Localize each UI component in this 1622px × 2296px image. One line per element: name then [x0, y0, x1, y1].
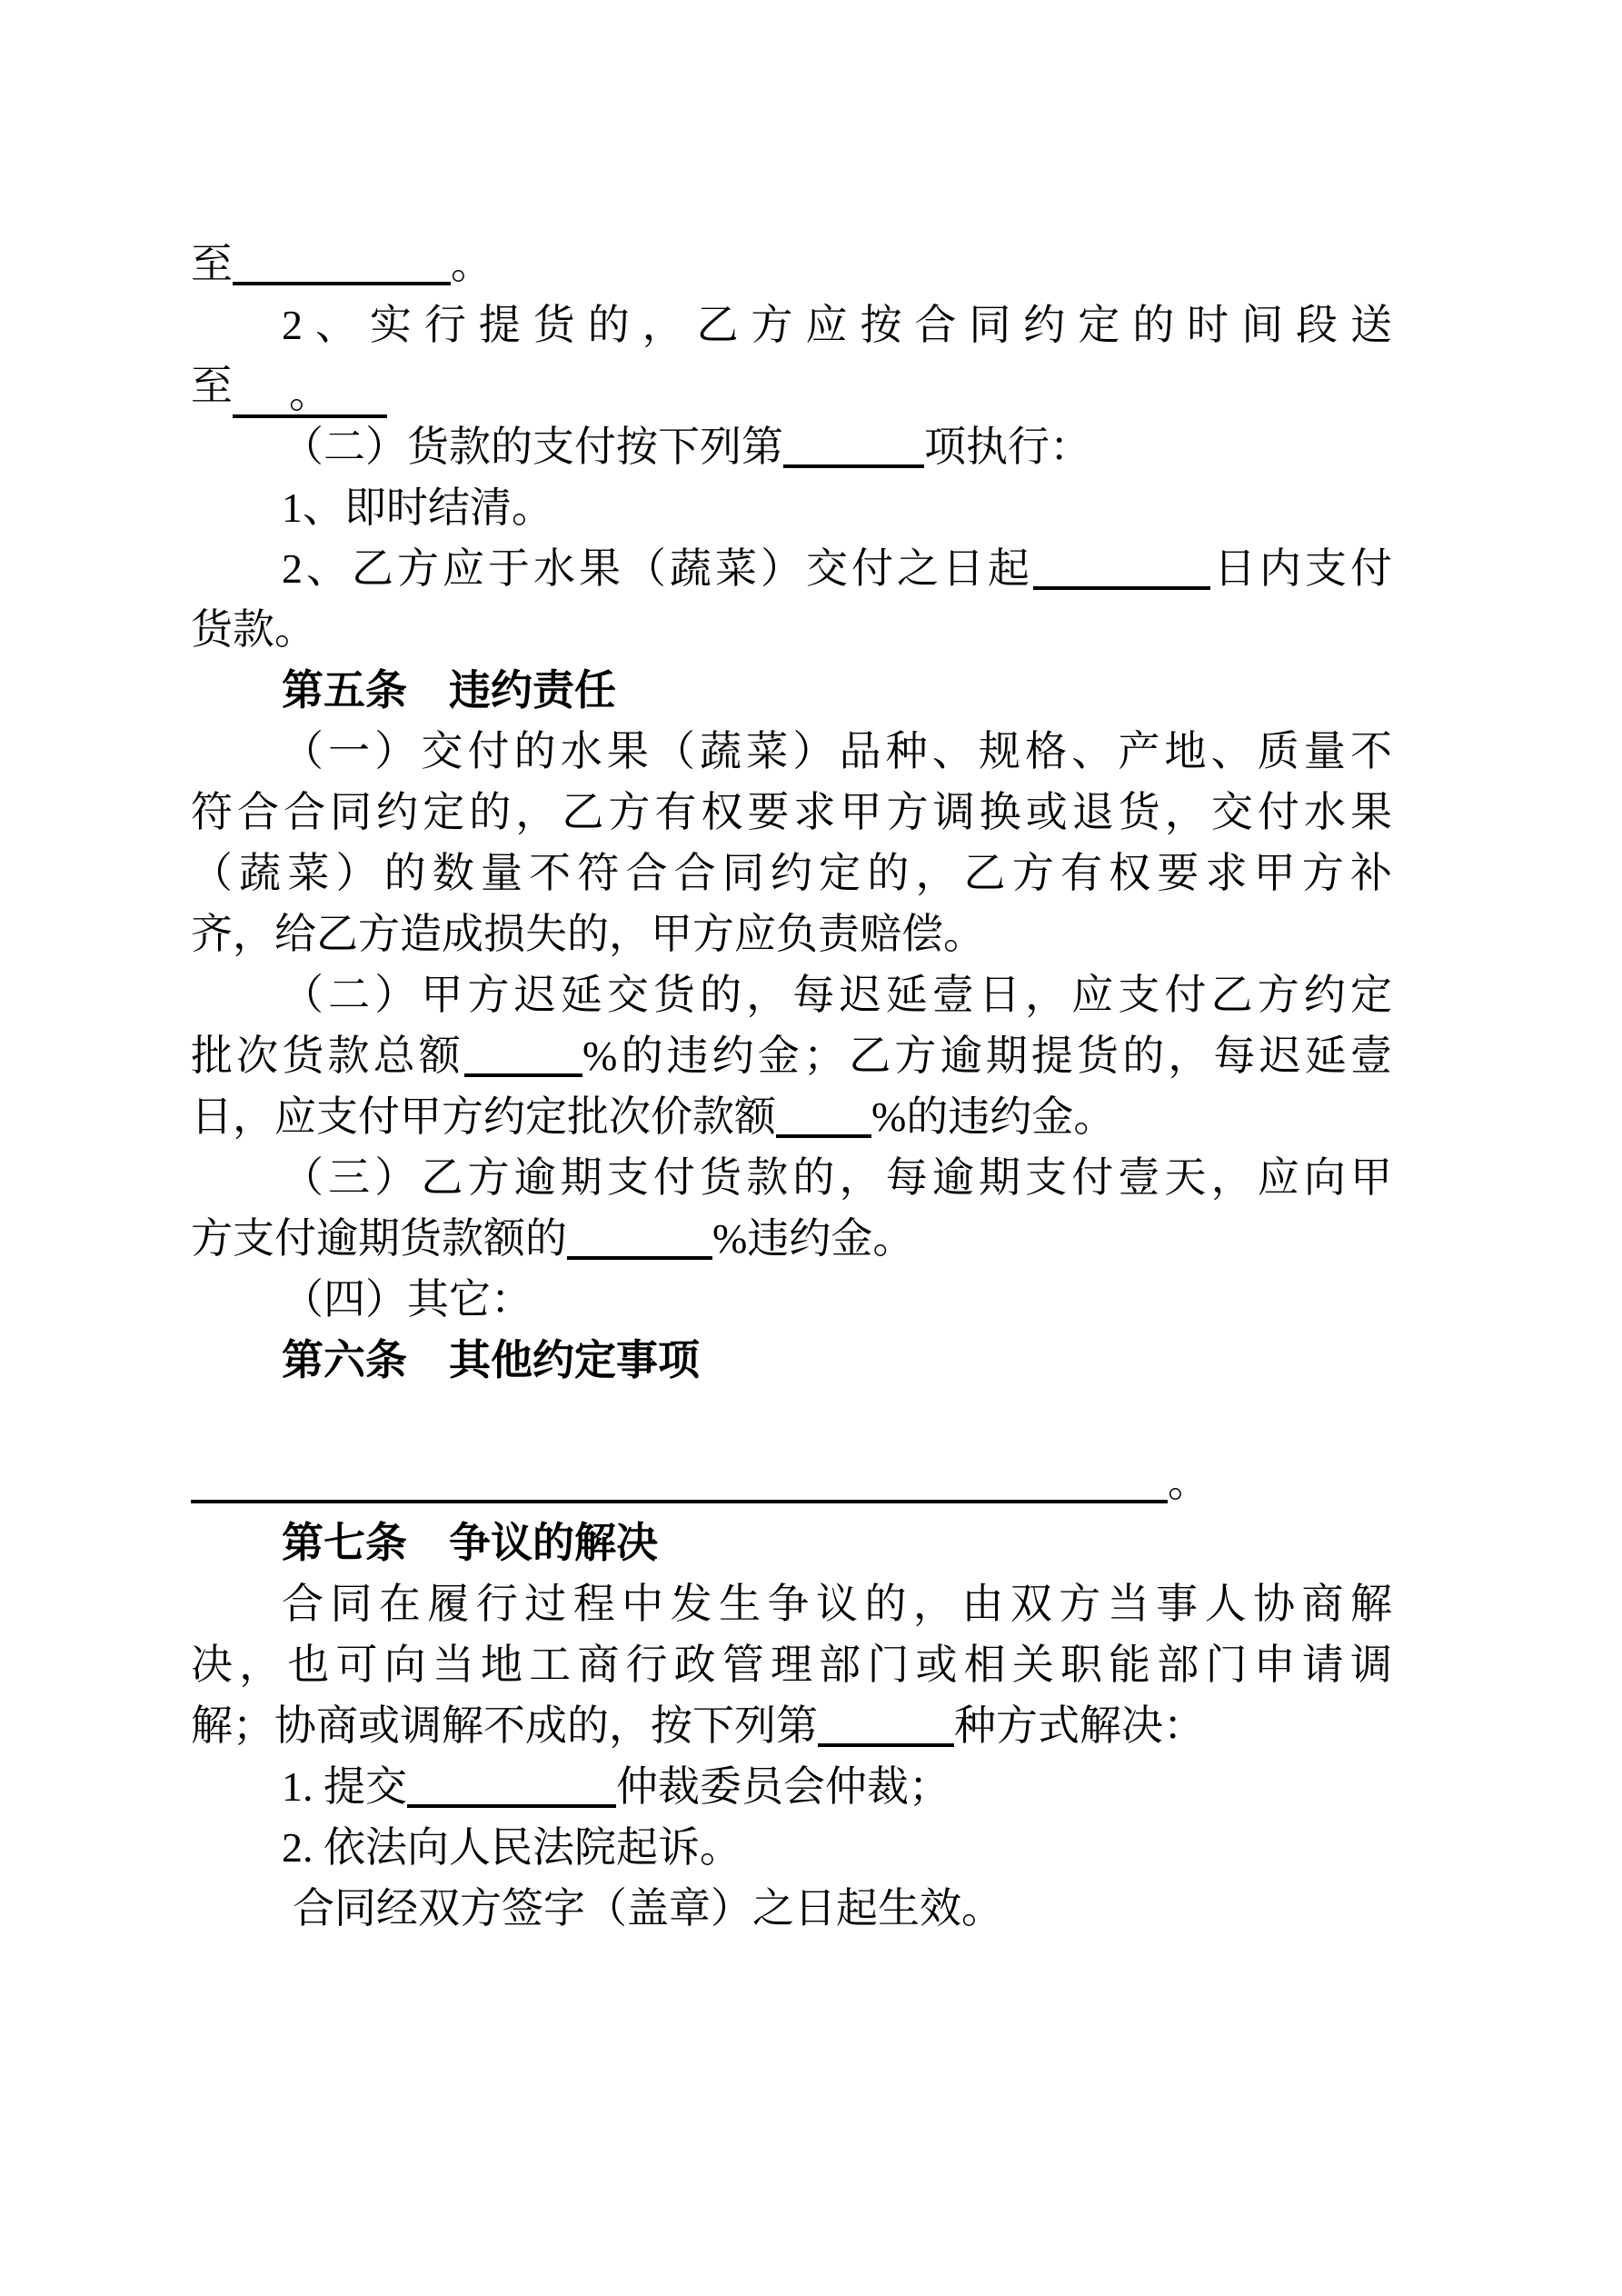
text-run: 解；协商或调解不成的，按下列第 — [191, 1702, 818, 1749]
text-run: 第六条 其他约定事项 — [282, 1337, 700, 1383]
text-run: 仲裁委员会仲裁； — [616, 1763, 950, 1810]
text-run: 决，也可向当地工商行政管理部门或相关职能部门申请调 — [191, 1642, 1392, 1688]
text-run: （一）交付的水果（蔬菜）品种、规格、产地、质量不 — [282, 728, 1392, 774]
text-run: 至 — [191, 363, 233, 409]
text-line — [191, 1025, 1392, 1086]
blank-underline-field — [233, 240, 451, 285]
text-run: 项执行： — [924, 424, 1091, 470]
blank-underline-field — [407, 1762, 616, 1808]
text-run: 日，应支付甲方约定批次价款额 — [191, 1093, 776, 1140]
text-line — [191, 1391, 1392, 1452]
text-line — [191, 1452, 1392, 1512]
text-run: %的违约金；乙方逾期提货的，每迟延壹 — [582, 1033, 1393, 1079]
text-line — [191, 538, 1392, 599]
blank-underline-field — [818, 1702, 954, 1747]
text-run: （二）甲方迟延交货的，每迟延壹日，应支付乙方约定 — [282, 972, 1392, 1018]
text-run: （四）其它： — [282, 1276, 532, 1323]
text-block — [191, 234, 1392, 1939]
text-run: 2、乙方应于水果（蔬菜）交付之日起 — [282, 545, 1033, 592]
text-run: %的违约金。 — [871, 1093, 1116, 1140]
text-run: 货款。 — [191, 606, 316, 653]
text-line — [191, 964, 1392, 1025]
text-line — [191, 1695, 1392, 1756]
blank-underline-field — [783, 423, 924, 468]
text-line — [191, 1878, 1392, 1939]
blank-underline-field — [1033, 544, 1210, 590]
text-line — [191, 294, 1392, 355]
text-run: 第五条 违约责任 — [282, 667, 616, 714]
text-run: （蔬菜）的数量不符合合同约定的，乙方有权要求甲方补 — [191, 850, 1392, 896]
text-run: 2、实行提货的，乙方应按合同约定的时间段送 — [282, 302, 1392, 348]
text-line — [191, 1147, 1392, 1208]
text-run: 1. 提交 — [282, 1763, 407, 1810]
text-run: 齐，给乙方造成损失的，甲方应负责赔偿。 — [191, 911, 985, 957]
section-heading — [191, 1330, 1392, 1391]
text-line — [191, 1756, 1392, 1817]
text-run: 至 — [191, 241, 233, 287]
text-run: 。 — [451, 241, 493, 287]
text-run: 日内支付 — [1210, 545, 1392, 592]
blank-underline-field: 。 — [233, 373, 387, 418]
section-heading — [191, 660, 1392, 721]
text-run: %违约金。 — [712, 1215, 915, 1262]
text-run: 符合合同约定的，乙方有权要求甲方调换或退货，交付水果 — [191, 789, 1392, 835]
text-line — [191, 1573, 1392, 1634]
text-run: 第七条 争议的解决 — [282, 1520, 658, 1566]
text-run: （二）货款的支付按下列第 — [282, 424, 783, 470]
text-run: 方支付逾期货款额的 — [191, 1215, 567, 1262]
section-heading — [191, 1512, 1392, 1573]
text-line — [191, 416, 1392, 477]
text-run: 2. 依法向人民法院起诉。 — [282, 1824, 741, 1871]
text-line — [191, 903, 1392, 964]
text-run: 批次货款总额 — [191, 1033, 464, 1079]
text-line — [191, 843, 1392, 903]
text-run: （三）乙方逾期支付货款的，每逾期支付壹天，应向甲 — [282, 1154, 1392, 1201]
text-line — [191, 782, 1392, 843]
text-line — [191, 1269, 1392, 1330]
text-run: 1、即时结清。 — [282, 484, 553, 531]
blank-underline-field — [464, 1032, 582, 1077]
blank-underline-field — [191, 1458, 1168, 1503]
text-line — [191, 1208, 1392, 1269]
text-line — [191, 477, 1392, 538]
blank-underline-field — [567, 1214, 712, 1260]
text-line — [191, 721, 1392, 782]
blank-underline-field — [776, 1093, 871, 1138]
text-line — [191, 1634, 1392, 1695]
text-line — [191, 599, 1392, 660]
text-line — [191, 1086, 1392, 1147]
text-run: 。 — [1168, 1459, 1209, 1505]
text-run: 合同在履行过程中发生争议的，由双方当事人协商解 — [282, 1581, 1392, 1627]
text-run: 种方式解决： — [954, 1702, 1205, 1749]
text-line — [191, 234, 1392, 294]
text-line — [191, 1817, 1392, 1878]
text-run: 合同经双方签字（盖章）之日起生效。 — [293, 1885, 1003, 1932]
text-line — [191, 355, 1392, 416]
